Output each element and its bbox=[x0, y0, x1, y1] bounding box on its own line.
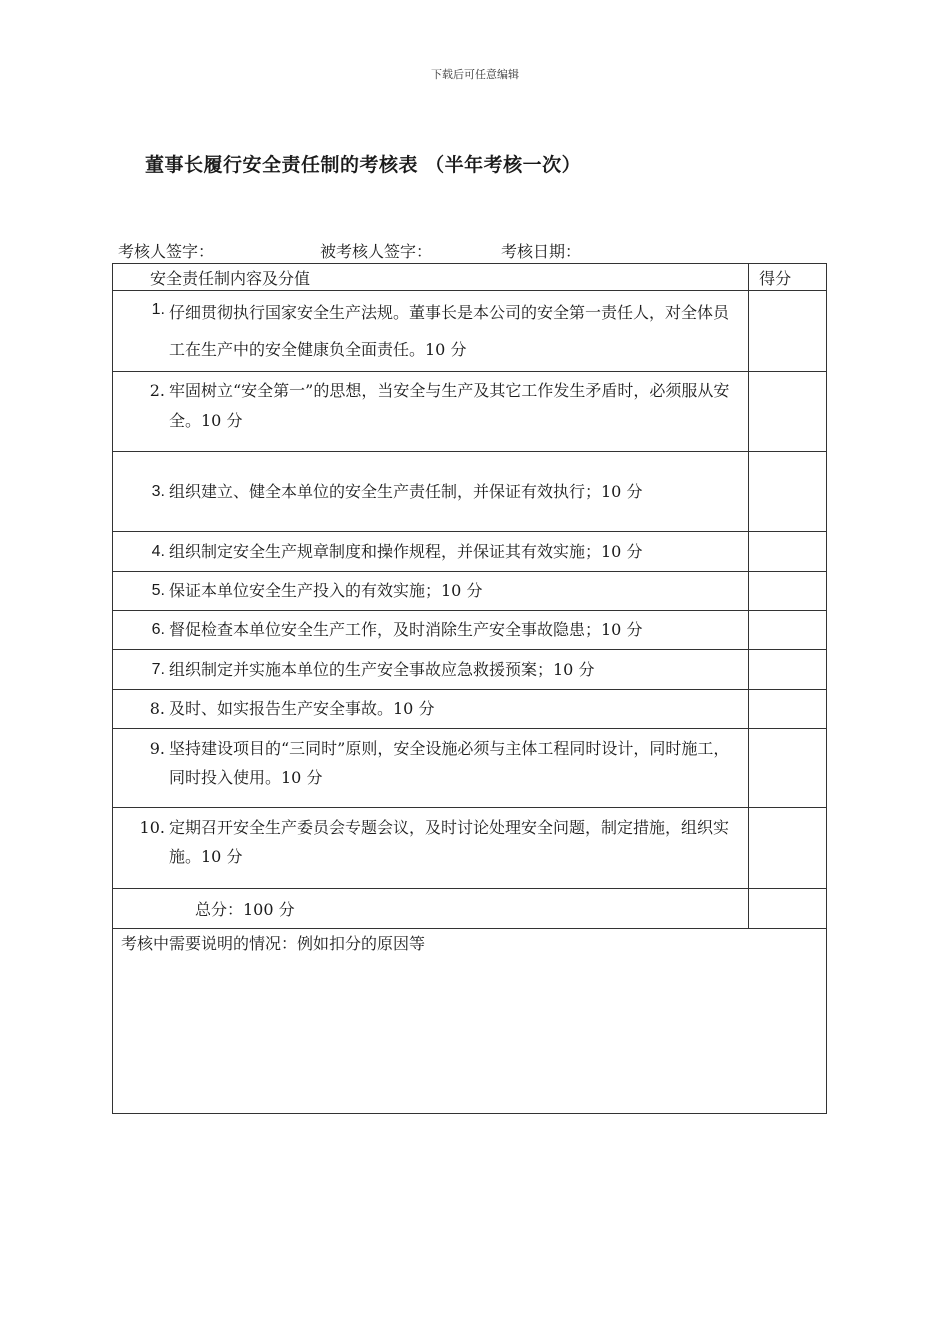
page-title: 董事长履行安全责任制的考核表 （半年考核一次） bbox=[145, 154, 582, 176]
score-cell[interactable] bbox=[749, 372, 827, 452]
item-text: 督促检查本单位安全生产工作，及时消除生产安全事故隐患；10 分 bbox=[169, 620, 643, 639]
item-number: 6. bbox=[151, 621, 165, 638]
item-text: 组织制定并实施本单位的生产安全事故应急救援预案；10 分 bbox=[169, 659, 595, 679]
item-text: 组织制定安全生产规章制度和操作规程，并保证其有效实施；10 分 bbox=[169, 541, 643, 561]
total-row bbox=[113, 889, 827, 929]
table-row bbox=[113, 729, 827, 808]
item-number: 8. bbox=[149, 699, 165, 718]
table-row bbox=[113, 372, 827, 452]
assessment-table bbox=[112, 263, 827, 1114]
item-text: 仔细贯彻执行国家安全生产法规。董事长是本公司的安全第一责任人，对全体员工在生产中的安全健康负全面责任。10 分 bbox=[169, 303, 730, 359]
total-score-cell[interactable] bbox=[749, 889, 827, 929]
item-number: 4. bbox=[151, 542, 165, 560]
table-row bbox=[113, 690, 827, 729]
header-content-label: 安全责任制内容及分值 bbox=[150, 268, 311, 288]
item-number: 3. bbox=[151, 482, 165, 500]
exam-date-label: 考核日期： bbox=[501, 242, 582, 261]
score-cell[interactable] bbox=[749, 452, 827, 532]
table-row bbox=[113, 532, 827, 572]
item-text: 及时、如实报告生产安全事故。10 分 bbox=[169, 699, 435, 718]
item-number: 5. bbox=[151, 582, 165, 599]
item-number: 2. bbox=[149, 381, 165, 400]
examinee-signature-label: 被考核人签字： bbox=[320, 242, 433, 261]
total-label: 总分：100 分 bbox=[195, 900, 295, 919]
signature-line bbox=[118, 239, 581, 262]
item-text: 定期召开安全生产委员会专题会议，及时讨论处理安全问题，制定措施，组织实施。10 分 bbox=[169, 818, 730, 866]
table-row bbox=[113, 650, 827, 690]
header-score-cell bbox=[749, 264, 827, 291]
header-score-label: 得分 bbox=[759, 268, 792, 288]
table-header-row bbox=[113, 264, 827, 291]
score-cell[interactable] bbox=[749, 650, 827, 690]
score-cell[interactable] bbox=[749, 729, 827, 808]
item-text: 牢固树立“安全第一”的思想，当安全与生产及其它工作发生矛盾时，必须服从安全。10 分 bbox=[169, 381, 730, 430]
item-number: 7. bbox=[151, 660, 165, 678]
header-content-cell bbox=[113, 264, 749, 291]
notes-cell[interactable] bbox=[113, 929, 827, 1114]
score-cell[interactable] bbox=[749, 572, 827, 611]
table-row bbox=[113, 611, 827, 650]
notes-label: 考核中需要说明的情况：例如扣分的原因等 bbox=[121, 934, 426, 953]
table-row bbox=[113, 452, 827, 532]
score-cell[interactable] bbox=[749, 611, 827, 650]
table-row bbox=[113, 808, 827, 889]
table-row bbox=[113, 291, 827, 372]
item-text: 保证本单位安全生产投入的有效实施；10 分 bbox=[169, 581, 483, 600]
score-cell[interactable] bbox=[749, 690, 827, 729]
score-cell[interactable] bbox=[749, 808, 827, 889]
notes-row bbox=[113, 929, 827, 1114]
table-row bbox=[113, 572, 827, 611]
score-cell[interactable] bbox=[749, 532, 827, 572]
item-text: 坚持建设项目的“三同时”原则，安全设施必须与主体工程同时设计，同时施工，同时投入使用。10 分 bbox=[169, 739, 730, 787]
item-number: 10. bbox=[139, 818, 165, 837]
examiner-signature-label: 考核人签字： bbox=[118, 242, 215, 261]
item-text: 组织建立、健全本单位的安全生产责任制，并保证有效执行；10 分 bbox=[169, 481, 643, 501]
item-number: 9. bbox=[149, 739, 165, 758]
score-cell[interactable] bbox=[749, 291, 827, 372]
item-number: 1. bbox=[151, 301, 165, 318]
header-note: 下载后可任意编辑 bbox=[431, 68, 519, 81]
